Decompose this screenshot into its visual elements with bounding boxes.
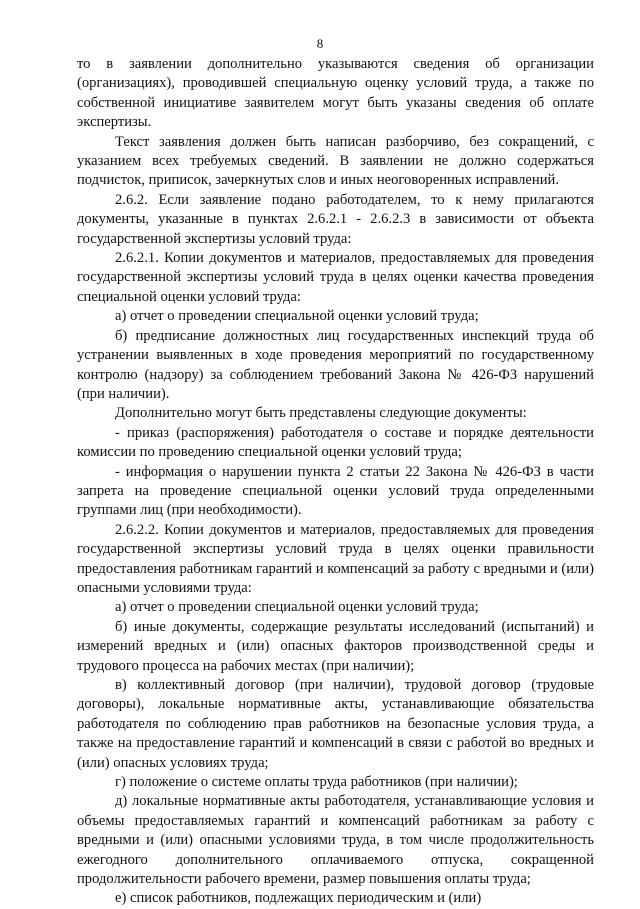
- list-item: г) положение о системе оплаты труда работников (при наличии);: [115, 774, 518, 791]
- list-item: б) предписание должностных лиц государственных инспекций труда об устранении выявленных в ходе проведения мероприятий по государственному контролю (надзору) за соблюдением требований Закона № 426-ФЗ нарушений (при наличии).: [77, 327, 594, 402]
- list-item: - информация о нарушении пункта 2 статьи 22 Закона № 426-ФЗ в части запрета на проведение специальной оценки условий труда определенными группами лиц (при необходимости).: [77, 463, 594, 519]
- paragraph: 2.6.2. Если заявление подано работодателем, то к нему прилагаются документы, указанные в пунктах 2.6.2.1 - 2.6.2.3 в зависимости от объекта государственной экспертизы условий труда:: [77, 191, 594, 247]
- paragraph: 2.6.2.1. Копии документов и материалов, предоставляемых для проведения государственной экспертизы условий труда в целях оценки качества проведения специальной оценки условий труда:: [77, 250, 594, 305]
- list-item: в) коллективный договор (при наличии), трудовой договор (трудовые договоры), локальные нормативные акты, устанавливающие обязательства работодателя по соблюдению прав работников на безопасные условия труда, а также на предоставление гарантий и компенсаций в связи с работой во вредных и (или) опасных условиях труда;: [77, 677, 594, 771]
- document-body: [77, 55, 594, 909]
- paragraph: Текст заявления должен быть написан разборчиво, без сокращений, с указанием всех требуемых сведений. В заявлении не должно содержаться подчисток, приписок, зачеркнутых слов и иных неоговоренных исправлений.: [77, 133, 594, 189]
- paragraph: то в заявлении дополнительно указываются сведения об организации (организациях), проводившей специальную оценку условий труда, а также по собственной инициативе заявителем могут быть указаны сведения об оплате экспертизы.: [77, 56, 594, 131]
- list-item: а) отчет о проведении специальной оценки условий труда;: [115, 599, 479, 616]
- list-item: - приказ (распоряжения) работодателя о составе и порядке деятельности комиссии по проведению специальной оценки условий труда;: [77, 424, 594, 461]
- list-item: б) иные документы, содержащие результаты исследований (испытаний) и измерений вредных и (или) опасных факторов производственной среды и трудового процесса на рабочих местах (при наличии);: [77, 618, 594, 674]
- list-item: д) локальные нормативные акты работодателя, устанавливающие условия и объемы предоставляемых гарантий и компенсаций работникам за работу с вредными и (или) опасными условиями труда, в том числе продолжительность ежегодного дополнительного оплачиваемого отпуска, сокращенной продолжительности рабочего времени, размер повышения оплаты труда;: [77, 793, 594, 888]
- list-item: е) список работников, подлежащих периодическим и (или): [115, 890, 482, 907]
- paragraph: 2.6.2.2. Копии документов и материалов, предоставляемых для проведения государственной экспертизы условий труда в целях оценки правильности предоставления работникам гарантий и компенсаций за работу с вредными и (или) опасными условиями труда:: [77, 521, 594, 596]
- list-item: а) отчет о проведении специальной оценки условий труда;: [115, 308, 479, 325]
- page-number: 8: [316, 36, 324, 51]
- paragraph: Дополнительно могут быть представлены следующие документы:: [115, 405, 527, 422]
